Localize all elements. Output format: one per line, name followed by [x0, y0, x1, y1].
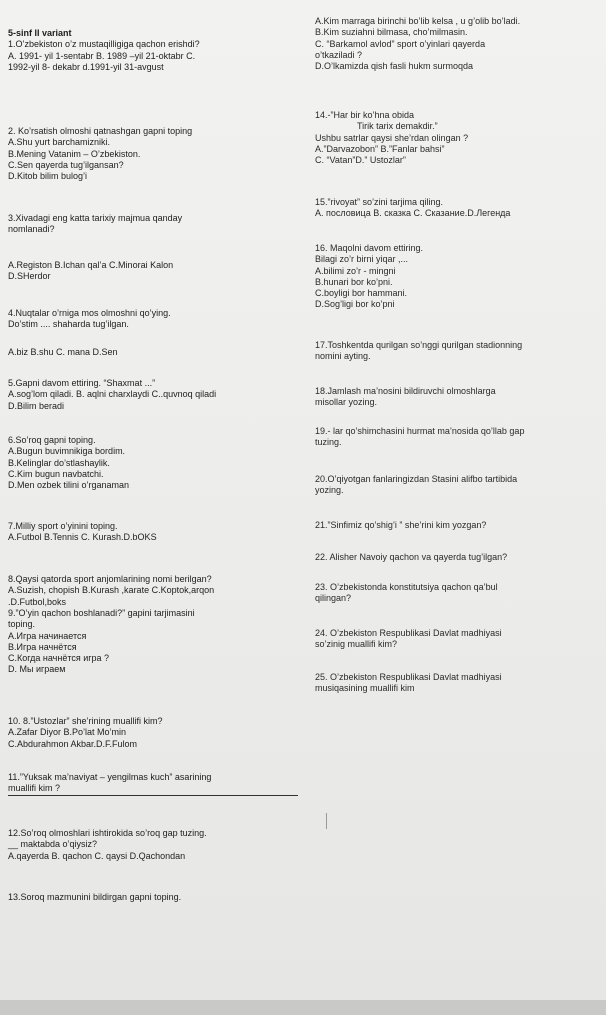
question-line: D.Kitob bilim bulog’i [8, 171, 88, 182]
question-4-options [8, 347, 313, 358]
question-10 [8, 716, 313, 750]
question-1-options [315, 16, 602, 72]
question-line: tuzing. [315, 437, 342, 448]
question-14 [315, 110, 602, 166]
question-line: C.Когда начнётся игра ? [8, 653, 110, 664]
question-line: A.”Darvazobon” B.”Fanlar bahsi” [315, 143, 445, 154]
question-line: B.Kim suziahni bilmasa, cho’milmasin. [315, 27, 468, 38]
question-line: muallifi kim ? [8, 783, 298, 795]
question-line: 6.So’roq gapni toping. [8, 435, 96, 445]
question-line: nomlanadi? [8, 224, 55, 235]
question-line: D.O’lkamizda qish fasli hukm surmoqda [315, 61, 474, 72]
question-16 [315, 243, 602, 311]
question-11 [8, 772, 313, 796]
question-line: C.Kim bugun navbatchi. [8, 468, 104, 479]
question-line: 18.Jamlash ma’nosini bildiruvchi olmoshlarga [315, 386, 496, 396]
question-line: A.Shu yurt barchamizniki. [8, 137, 111, 148]
question-line: B.Mening Vatanim – O’zbekiston. [8, 148, 141, 159]
question-13 [8, 892, 313, 903]
question-line: 7.Milliy sport o’yinini toping. [8, 521, 118, 531]
question-line: 24. O’zbekiston Respublikasi Davlat madhiyasi [315, 628, 502, 638]
question-line: Do’stim .... shaharda tug’ilgan. [8, 319, 129, 330]
question-line: A.Kim marraga birinchi bo’lib kelsa , u g’olib bo’ladi. [315, 16, 521, 26]
question-line: D. Мы играем [8, 664, 66, 675]
question-line: 25. O’zbekiston Respublikasi Davlat madhiyasi [315, 672, 502, 682]
question-line: 11.”Yuksak ma’naviyat – yengilmas kuch” asarining [8, 772, 212, 782]
question-line: so’zinig muallifi kim? [315, 639, 398, 650]
question-line: 5.Gapni davom ettiring. “Shaxmat ...” [8, 378, 156, 388]
question-line: B.Kelinglar do’stlashaylik. [8, 457, 110, 468]
question-line: 15.”rivoyat” so’zini tarjima qiling. [315, 197, 444, 207]
variant-title: 5-sinf II variant [8, 28, 72, 38]
question-25 [315, 672, 602, 695]
question-line: toping. [8, 619, 36, 630]
question-4 [8, 308, 313, 331]
question-19 [315, 426, 602, 449]
question-line: 20.O’qiyotgan fanlaringizdan Stasini alifbo tartibida [315, 474, 518, 484]
question-line: 13.Soroq mazmunini bildirgan gapni toping. [8, 892, 182, 902]
question-line: 22. Alisher Navoiy qachon va qayerda tug’ilgan? [315, 552, 508, 562]
question-20 [315, 474, 602, 497]
question-line: o’tkaziladi ? [315, 49, 363, 60]
question-line: D.Sog’ligi bor ko’pni [315, 299, 395, 310]
question-line: 14.-”Har bir ko’hna obida [315, 110, 415, 120]
question-17 [315, 340, 602, 363]
question-line: A.Suzish, chopish B.Kurash ,karate C.Koptok,arqon [8, 585, 215, 596]
question-line: A.qayerda B. qachon C. qaysi D.Qachondan [8, 850, 186, 861]
question-line: 8.Qaysi qatorda sport anjomlarining nomi berilgan? [8, 574, 212, 584]
question-1 [8, 28, 313, 73]
question-line: A.bilimi zo’r - mingni [315, 265, 396, 276]
question-line: 1992-yil 8- dekabr d.1991-yil 31-avgust [8, 61, 164, 72]
question-line: A. пословица B. сказка C. Сказание.D.Легенда [315, 208, 511, 219]
question-3-options [8, 260, 313, 283]
question-line: B.hunari bor ko’pni. [315, 276, 393, 287]
question-6 [8, 435, 313, 491]
question-line: 19.- lar qo’shimchasini hurmat ma’nosida qo’llab gap [315, 426, 525, 436]
question-line: 17.Toshkentda qurilgan so’nggi qurilgan stadionning [315, 340, 523, 350]
pen-mark [326, 813, 327, 829]
question-line: Tirik tarix demakdir.” [357, 121, 438, 132]
question-line: A.biz B.shu C. mana D.Sen [8, 347, 118, 357]
question-12 [8, 828, 313, 862]
question-21 [315, 520, 602, 531]
question-line: C.boyligi bor hammani. [315, 288, 408, 299]
question-line: .D.Futbol,boks [8, 596, 67, 607]
question-7 [8, 521, 313, 544]
question-9 [8, 608, 313, 676]
question-line: D.Men ozbek tilini o’rganaman [8, 480, 130, 491]
question-line: Ushbu satrlar qaysi she’rdan olingan ? [315, 132, 469, 143]
question-15 [315, 197, 602, 220]
question-line: misollar yozing. [315, 397, 378, 408]
question-line: yozing. [315, 485, 344, 496]
question-line: B.Игра начнётся [8, 641, 77, 652]
question-line: C.Abdurahmon Akbar.D.F.Fulom [8, 738, 138, 749]
question-line: C. “Vatan”D.” Ustozlar” [315, 155, 406, 166]
question-22 [315, 552, 602, 563]
question-8 [8, 574, 313, 608]
question-line: 23. O’zbekistonda konstitutsiya qachon qa’bul [315, 582, 498, 592]
question-line: __ maktabda o’qiysiz? [8, 839, 98, 850]
question-line: qilingan? [315, 593, 352, 604]
question-line: D.Bilim beradi [8, 400, 65, 411]
question-line: 21.”Sinfimiz qo’shig’i ” she’rini kim yozgan? [315, 520, 487, 530]
question-3 [8, 213, 313, 236]
question-line: A.Futbol B.Tennis C. Kurash.D.bOKS [8, 532, 157, 543]
question-line: 12.So’roq olmoshlari ishtirokida so’roq gap tuzing. [8, 828, 207, 838]
question-line: A.Registon B.Ichan qal’a C.Minorai Kalon [8, 260, 174, 270]
question-18 [315, 386, 602, 409]
question-line: musiqasining muallifi kim [315, 683, 415, 694]
question-23 [315, 582, 602, 605]
question-line: 2. Ko’rsatish olmoshi qatnashgan gapni toping [8, 126, 193, 136]
question-line: nomini ayting. [315, 351, 371, 362]
question-2 [8, 126, 313, 182]
question-line: Bilagi zo’r birni yiqar ,... [315, 254, 409, 265]
question-line: A.Игра начинается [8, 630, 87, 641]
question-line: 1.O’zbekiston o’z mustaqilligiga qachon erishdi? [8, 39, 200, 50]
question-line: A.Zafar Diyor B.Po’lat Mo’min [8, 727, 127, 738]
question-line: C.Sen qayerda tug’ilgansan? [8, 159, 124, 170]
question-5 [8, 378, 313, 412]
question-line: A.sog’lom qiladi. B. aqlni charxlaydi C..quvnoq qiladi [8, 389, 217, 400]
question-line: 3.Xivadagi eng katta tarixiy majmua qanday [8, 213, 183, 223]
question-line: C. “Barkamol avlod” sport o’yinlari qayerda [315, 38, 486, 49]
question-24 [315, 628, 602, 651]
question-line: D.SHerdor [8, 271, 51, 282]
question-line: 16. Maqolni davom ettiring. [315, 243, 424, 253]
question-line: 10. 8.”Ustozlar” she’rining muallifi kim? [8, 716, 163, 726]
question-line: A.Bugun buvimnikiga bordim. [8, 446, 126, 457]
question-line: 4.Nuqtalar o’rniga mos olmoshni qo’ying. [8, 308, 171, 318]
question-line: 9.”O’yin qachon boshlanadi?” gapini tarjimasini [8, 608, 195, 618]
question-line: A. 1991- yil 1-sentabr B. 1989 –yil 21-oktabr C. [8, 50, 196, 61]
